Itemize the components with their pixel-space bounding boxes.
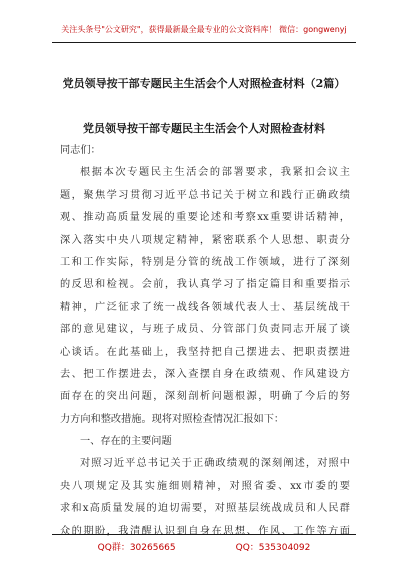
page-footer-banner [52,534,356,561]
paragraph-line: 观、推动高质量发展的重要论述和考察xx重要讲话精神， [60,212,350,224]
section-title: 党员领导按干部专题民主生活会个人对照检查材料 [83,122,325,135]
document-title: 党员领导按干部专题民主生活会个人对照检查材料（2篇） [62,77,346,90]
paragraph-line: 力方向和整改措施。现将对照检查情况汇报如下： [60,413,285,425]
paragraph-line: 部的意见建议，与班子成员、分管部门负责同志开展了谈 [60,324,350,336]
paragraph-line: 对照习近平总书记关于正确政绩观的深刻阐述，对照中 [80,458,350,470]
footer-qq-group: QQ群：30265665 [97,543,176,553]
paragraph-line: 工和工作实际，特别是分管的统战工作领域，进行了深刻 [60,256,350,268]
page-header-banner [52,20,356,43]
paragraph-line: 面存在的突出问题，深刻剖析问题根源，明确了今后的努 [60,391,350,403]
salutation-line: 同志们： [60,145,101,156]
paragraph-line: 心谈话。在此基础上，我坚持把自己摆进去、把职责摆进 [60,346,350,358]
document-body [60,140,350,543]
paragraph-line: 题，聚焦学习贯彻习近平总书记关于树立和践行正确政绩 [60,189,350,201]
paragraph-line: 众的期盼，我清醒认识到自身在思想、作风、工作等方面 [60,525,350,537]
section-heading-line: 一、存在的主要问题 [80,436,172,448]
paragraph-line: 求和x高质量发展的迫切需要，对照基层统战成员和人民群 [60,503,350,515]
paragraph-line: 央八项规定及其实施细则精神，对照省委、xx市委的要 [60,480,350,492]
header-promo-text: 关注头条号"公文研究"，获得最新最全最专业的公文资料库！ 微信：gongwenyj [61,25,347,34]
paragraph-line: 根据本次专题民主生活会的部署要求，我紧扣会议主 [80,167,350,179]
paragraph-line: 精神，广泛征求了统一战线各领域代表人士、基层统战干 [60,301,350,313]
paragraph-line: 深入落实中央八项规定精神，紧密联系个人思想、职责分 [60,234,350,246]
paragraph-line: 去、把工作摆进去，深入查摆自身在政绩观、作风建设方 [60,368,350,380]
paragraph-line: 的反思和检视。会前，我认真学习了指定篇目和重要指示 [60,279,350,291]
footer-qq-number: QQ：535304092 [235,543,311,553]
